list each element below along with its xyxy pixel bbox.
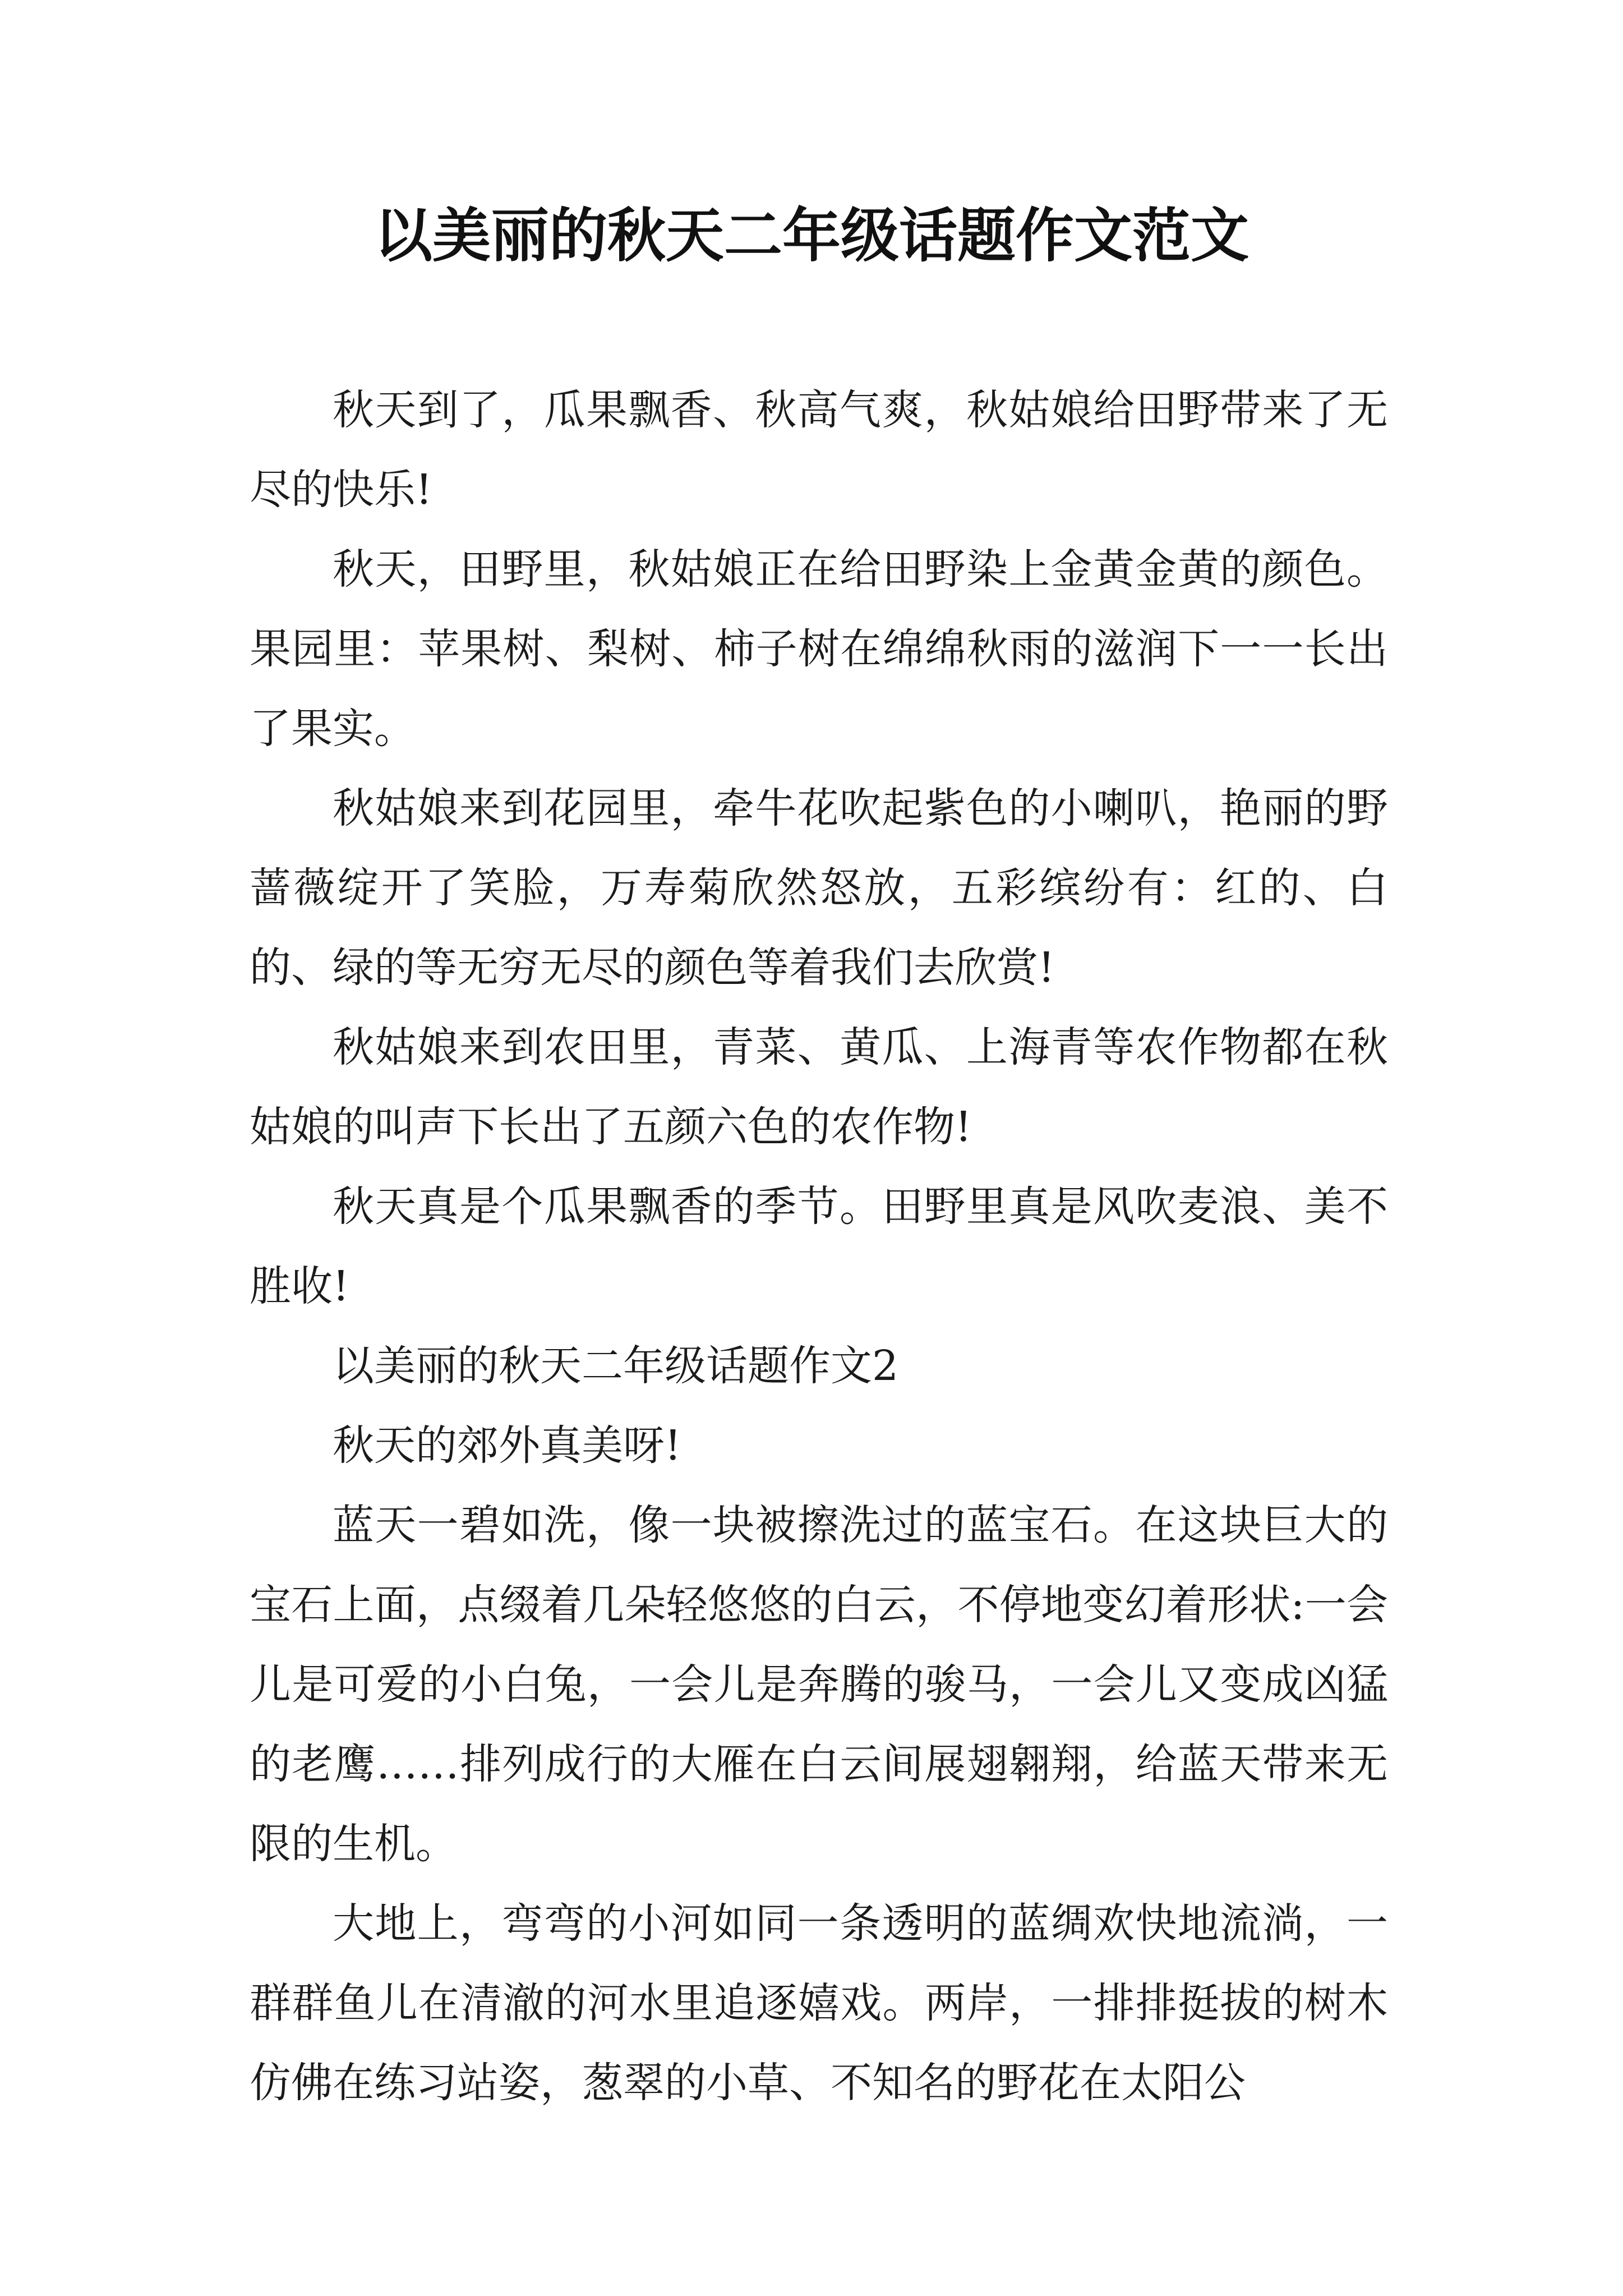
paragraph: 秋天真是个瓜果飘香的季节。田野里真是风吹麦浪、美不胜收! — [250, 1182, 1388, 1310]
paragraph: 秋天到了，瓜果飘香、秋高气爽，秋姑娘给田野带来了无尽的快乐! — [250, 386, 1388, 514]
paragraph: 蓝天一碧如洗，像一块被擦洗过的蓝宝石。在这块巨大的宝石上面，点缀着几朵轻悠悠的白云，不停地变幻着形状:一会儿是可爱的小白兔，一会儿是奔腾的骏马，一会儿又变成凶猛的老鹰……排列成行的大雁在白云间展翅翱翔，给蓝天带来无限的生机。 — [250, 1501, 1388, 1868]
document-body — [250, 370, 1388, 2123]
paragraph: 秋姑娘来到花园里，牵牛花吹起紫色的小喇叭，艳丽的野蔷薇绽开了笑脸，万寿菊欣然怒放，五彩缤纷有：红的、白的、绿的等无穷无尽的颜色等着我们去欣赏! — [250, 784, 1388, 992]
document-title: 以美丽的秋天二年级话题作文范文 — [374, 201, 1249, 270]
paragraph: 秋天，田野里，秋姑娘正在给田野染上金黄金黄的颜色。果园里：苹果树、梨树、柿子树在绵绵秋雨的滋润下一一长出了果实。 — [250, 545, 1388, 753]
paragraph: 大地上，弯弯的小河如同一条透明的蓝绸欢快地流淌，一群群鱼儿在清澈的河水里追逐嬉戏。两岸，一排排挺拔的树木仿佛在练习站姿，葱翠的小草、不知名的野花在太阳公 — [250, 1899, 1388, 2107]
paragraph: 秋姑娘来到农田里，青菜、黄瓜、上海青等农作物都在秋姑娘的叫声下长出了五颜六色的农作物! — [250, 1023, 1388, 1151]
section-heading: 以美丽的秋天二年级话题作文2 — [333, 1342, 899, 1390]
paragraph: 秋天的郊外真美呀! — [333, 1421, 681, 1470]
